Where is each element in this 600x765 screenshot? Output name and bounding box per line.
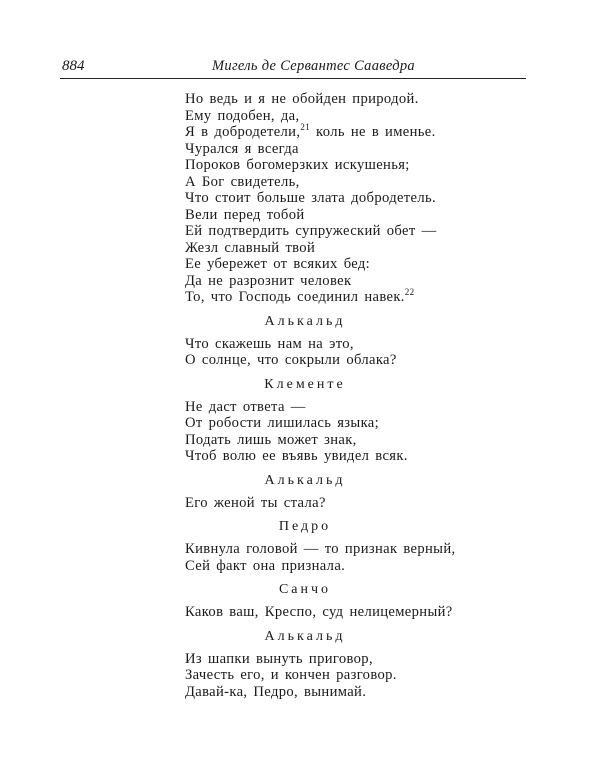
verse-text: А Бог свидетель,: [185, 173, 300, 190]
speaker-name: Санчо: [278, 582, 332, 597]
footnote-marker: 21: [300, 122, 311, 133]
verse-line: [185, 541, 485, 558]
verse-line: [185, 91, 485, 108]
verse-line: [185, 190, 485, 207]
verse-text: О солнце, что сокрыли облака?: [185, 352, 397, 368]
footnote-marker: 22: [404, 287, 415, 298]
verse-line: [185, 604, 485, 621]
verse-text: Подать лишь может знак,: [185, 431, 357, 448]
verse-line: [185, 124, 485, 141]
verse-text: От робости лишилась языка;: [185, 415, 380, 431]
speaker-name: Клементе: [264, 376, 346, 392]
verse-text: Не даст ответа —: [185, 398, 306, 415]
verse-line: [185, 240, 485, 257]
verse-text: Каков ваш, Креспо, суд нелицемерный?: [185, 604, 453, 620]
verse-line: [185, 157, 485, 174]
verse-text: Пороков богомерзких искушенья;: [185, 157, 410, 173]
running-title: Мигель де Сервантес Сааведра: [212, 58, 415, 74]
verse-text: Ее убережет от всяких бед:: [185, 256, 371, 272]
verse-text-continuation: коль не в именье.: [310, 124, 436, 140]
verse-text: Ему подобен, да,: [185, 107, 300, 124]
verse-line: [185, 399, 485, 416]
verse-text: Давай-ка, Педро, вынимай.: [185, 683, 367, 700]
verse-line: [185, 223, 485, 240]
verse-line: [185, 415, 485, 432]
verse-line: [185, 174, 485, 191]
verse-line: [185, 336, 485, 353]
verse-text: Из шапки вынуть приговор,: [185, 650, 373, 667]
page-number: 884: [62, 58, 85, 74]
verse-line: [185, 256, 485, 273]
verse-text: Чтоб волю ее въявь увидел всяк.: [185, 448, 408, 464]
verse-text: Чурался я всегда: [185, 140, 299, 157]
verse-line: [185, 495, 485, 512]
verse-text: То, что Господь соединил навек.: [185, 289, 405, 305]
header-rule: [60, 78, 526, 79]
verse-line: [185, 273, 485, 290]
verse-text: Да не разрознит человек: [185, 272, 352, 289]
verse-text: Что стоит больше злата добродетель.: [185, 190, 436, 206]
speaker-name: Алькальд: [264, 472, 346, 488]
verse-line: [185, 558, 485, 575]
speaker-name: Алькальд: [264, 313, 346, 329]
verse-line: [185, 141, 485, 158]
speaker-name: Алькальд: [264, 628, 346, 644]
verse-text: Ей подтвердить супружеский обет —: [185, 223, 437, 239]
verse-line: [185, 651, 485, 668]
verse-line: [185, 289, 485, 306]
verse-line: [185, 448, 485, 465]
verse-text: Зачесть его, и кончен разговор.: [185, 667, 397, 683]
verse-text: Я в добродетели,: [185, 124, 301, 140]
verse-line: [185, 432, 485, 449]
verse-text: Что скажешь нам на это,: [185, 335, 354, 352]
verse-text: Сей факт она признала.: [185, 557, 346, 574]
verse-line: [185, 352, 485, 369]
verse-text: Но ведь и я не обойден природой.: [185, 91, 419, 107]
verse-text: Жезл славный твой: [185, 239, 316, 256]
verse-line: [185, 667, 485, 684]
verse-text: Вели перед тобой: [185, 206, 305, 223]
verse-line: [185, 108, 485, 125]
verse-text: Кивнула головой — то признак верный,: [185, 541, 456, 557]
play-text: [185, 91, 485, 700]
verse-line: [185, 684, 485, 701]
verse-text: Его женой ты стала?: [185, 494, 326, 511]
page-header: [62, 58, 525, 78]
speaker-name: Педро: [278, 519, 332, 534]
verse-line: [185, 207, 485, 224]
